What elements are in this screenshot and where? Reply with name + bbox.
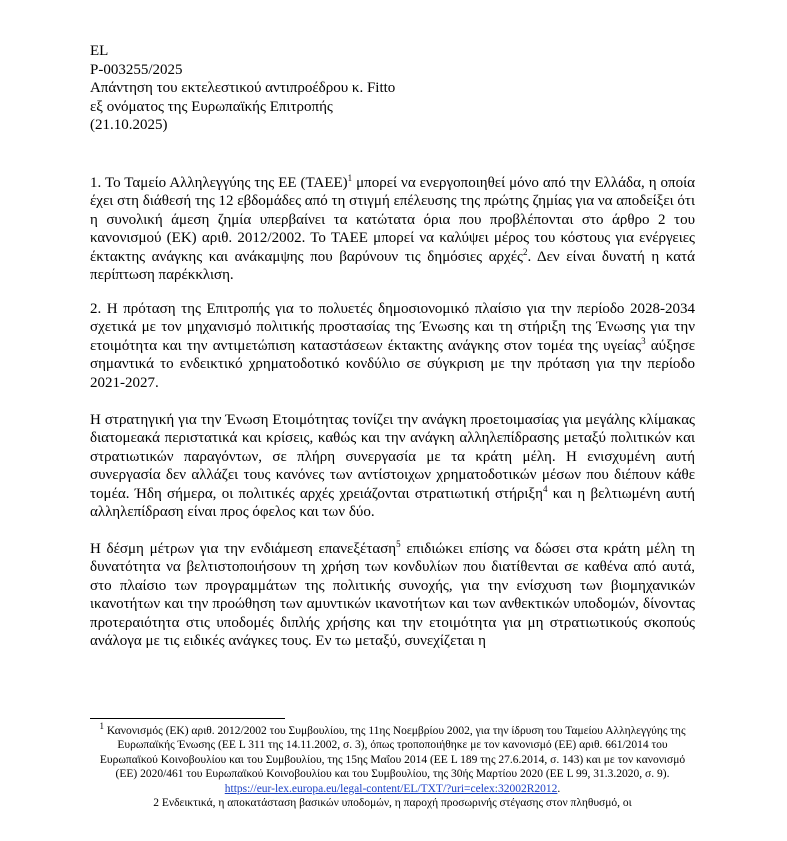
footnote-1-number: 1 [99, 721, 104, 732]
paragraph-2: 2. Η πρόταση της Επιτροπής για το πολυετές δημοσιονομικό πλαίσιο για την περίοδο 2028-2034 σχετικά με τον μηχανισμό πολιτικής προστασίας της Ένωσης και τη στήριξη της Ένωσης για την ετοιμότητα και την αντιμετώπιση καταστάσεων έκτακτης ανάγκης στον τομέα της υγείας$^3$ αύξησε σημαντικά το ενδεικτικό χρηματοδοτικό κονδύλιο σε σύγκριση με την πρόταση για την περίοδο 2021-2027. [90, 301, 695, 391]
footnote-2: 2 Ενδεικτικά, η αποκατάσταση βασικών υποδομών, η παροχή προσωρινής στέγασης στον πληθυσμό, οι [153, 797, 632, 810]
footnote-ref-1[interactable]: 1 [347, 173, 353, 183]
footnote-ref-2[interactable]: 2 [522, 246, 528, 257]
footnote-1: $^1$ Κανονισμός (ΕΚ) αριθ. 2012/2002 του Συμβουλίου, της 11ης Νοεμβρίου 2002, για την ίδρυση του Ταμείου Αλληλεγγύης της Ευρωπαϊκής Ένωσης (ΕΕ L 311 της 14.11.2002, σ. 3), όπως τροποποιήθηκε με τον κανονισμό (ΕΕ) αριθ. 661/2014 του Ευρωπαϊκού Κοινοβουλίου και του Συμβουλίου, της 15ης Μαΐου 2014 (ΕΕ L 189 της 27.6.2014, σ. 143) και με τον κανονισμό (ΕΕ) 2020/461 του Ευρωπαϊκού Κοινοβουλίου και του Συμβουλίου, της 30ής Μαρτίου 2020 (ΕΕ L 99, 31.3.2020, σ. 9). https://eur-lex.europa.eu/legal-content/EL/TXT/?uri=celex:32002R2012. [99, 721, 686, 795]
eur-lex-link[interactable]: https://eur-lex.europa.eu/legal-content/EL/TXT/?uri=celex:32002R2012 [224, 782, 558, 795]
answer-date: (21.10.2025) [90, 117, 168, 134]
document-header [90, 42, 710, 135]
footnote-separator [90, 718, 285, 719]
footnotes [90, 721, 695, 810]
on-behalf-line: εξ ονόματος της Ευρωπαϊκής Επιτροπής [90, 98, 333, 115]
footnote-ref-4[interactable]: 4 [542, 483, 548, 494]
paragraph-1: 1. Το Ταμείο Αλληλεγγύης της ΕΕ $(TAEE)^1$ μπορεί να ενεργοποιηθεί μόνο από την Ελλάδα, η οποία έχει στη διάθεσή της 12 εβδομάδες από τη στιγμή επέλευσης της πρώτης ζημίας για να αποδείξει ότι η συνολική άμεση ζημία υπερβαίνει τα κατώτατα όρια που προβλέπονται στο άρθρο 2 του κανονισμού (ΕΚ) αριθ. 2012/2002. Το ΤΑΕΕ μπορεί να καλύψει μέρος του κόστους για ενέργειες έκτακτης ανάγκης και ανάκαμψης που βαρύνουν τις δημόσιες αρχές$^2$. Δεν είναι δυνατή η κατά περίπτωση παρέκκλιση. [90, 173, 695, 284]
footnote-ref-3[interactable]: 3 [641, 335, 646, 346]
answer-author-line: Απάντηση του εκτελεστικού αντιπροέδρου κ. Fitto [90, 80, 396, 97]
language-code: EL [90, 43, 109, 59]
question-reference: P-003255/2025 [90, 61, 183, 78]
paragraph-4: Η δέσμη μέτρων για την ενδιάμεση επανεξέταση$^5$ επιδιώκει επίσης να δώσει στα κράτη μέλη τη δυνατότητα να βελτιστοποιήσουν τη χρήση των κονδυλίων που διατίθενται σε καθένα από αυτά, στο πλαίσιο των προγραμμάτων της πολιτικής συνοχής, για την ενίσχυση των βιομηχανικών ικανοτήτων και την προώθηση των αμυντικών ικανοτήτων και των ανθεκτικών υποδομών, δίνοντας προτεραιότητα στις υποδομές διπλής χρήσης και την ετοιμότητα για μη στρατιωτικούς σκοπούς ανάλογα με τις ειδικές ανάγκες τους. Εν τω μεταξύ, συνεχίζεται η [90, 539, 695, 650]
footnote-ref-5[interactable]: 5 [396, 539, 401, 549]
paragraph-3: Η στρατηγική για την Ένωση Ετοιμότητας τονίζει την ανάγκη προετοιμασίας για μεγάλης κλίμακας διατομεακά περιστατικά και κρίσεις, καθώς και την ανάγκη αλληλεπίδρασης μεταξύ πολιτικών και στρατιωτικών παραγόντων, σε πλήρη συνεργασία με τα κράτη μέλη. Η ενισχυμένη αυτή συνεργασία δεν αλλάζει τους κανόνες των αντίστοιχων χρηματοδοτικών μέσων που διέπουν κάθε τομέα. Ήδη σήμερα, οι πολιτικές αρχές χρειάζονται στρατιωτική στήριξη$^4$ και η βελτιωμένη αυτή αλληλεπίδραση είναι προς όφελος και των δύο. [90, 412, 695, 521]
